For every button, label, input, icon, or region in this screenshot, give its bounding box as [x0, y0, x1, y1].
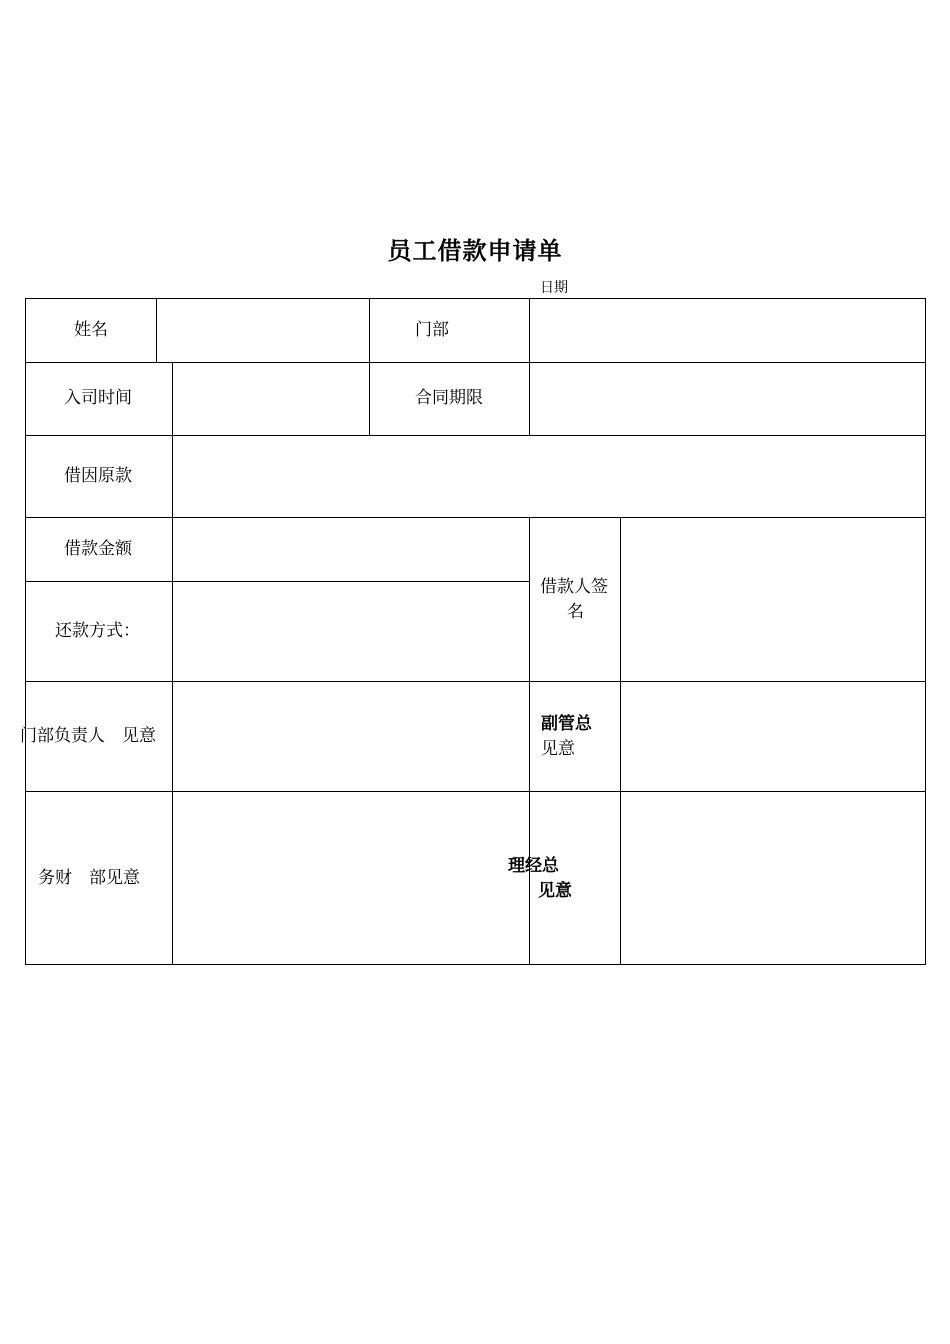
grid-line: [369, 298, 370, 435]
borrower-signature-label-line2: 名: [567, 602, 584, 622]
hire-date-field[interactable]: [173, 363, 369, 435]
dept-head-opinion-label: 门部负责人 见意: [20, 726, 156, 746]
vp-opinion-label-line2: 见意: [541, 739, 575, 759]
department-label: 门部: [415, 320, 449, 340]
loan-reason-label: 借因原款: [64, 466, 132, 486]
finance-opinion-field[interactable]: [173, 792, 529, 964]
gm-opinion-label-line1: 理经总: [508, 856, 559, 876]
loan-amount-field[interactable]: [173, 518, 529, 581]
hire-date-label: 入司时间: [64, 388, 132, 408]
form-title: 员工借款申请单: [387, 237, 563, 265]
loan-reason-field[interactable]: [173, 436, 925, 517]
gm-opinion-field[interactable]: [621, 792, 925, 964]
dept-head-opinion-field[interactable]: [173, 682, 529, 791]
contract-term-field[interactable]: [530, 363, 925, 435]
grid-line: [25, 964, 926, 965]
gm-opinion-label-line2: 见意: [538, 881, 572, 901]
name-label: 姓名: [74, 320, 108, 340]
grid-line: [25, 298, 26, 965]
borrower-signature-field[interactable]: [621, 518, 925, 681]
vp-opinion-label-line1: 副管总: [541, 714, 592, 734]
name-field[interactable]: [157, 299, 369, 362]
date-label: 日期: [540, 280, 568, 296]
repayment-method-field[interactable]: [173, 582, 529, 681]
contract-term-label: 合同期限: [415, 388, 483, 408]
grid-line: [529, 517, 530, 965]
department-field[interactable]: [530, 299, 925, 362]
grid-line: [925, 298, 926, 965]
repayment-method-label: 还款方式：: [55, 621, 140, 641]
finance-opinion-label: 务财 部见意: [38, 868, 140, 888]
loan-amount-label: 借款金额: [64, 539, 132, 559]
vp-opinion-field[interactable]: [621, 682, 925, 791]
borrower-signature-label-line1: 借款人签: [540, 577, 608, 597]
